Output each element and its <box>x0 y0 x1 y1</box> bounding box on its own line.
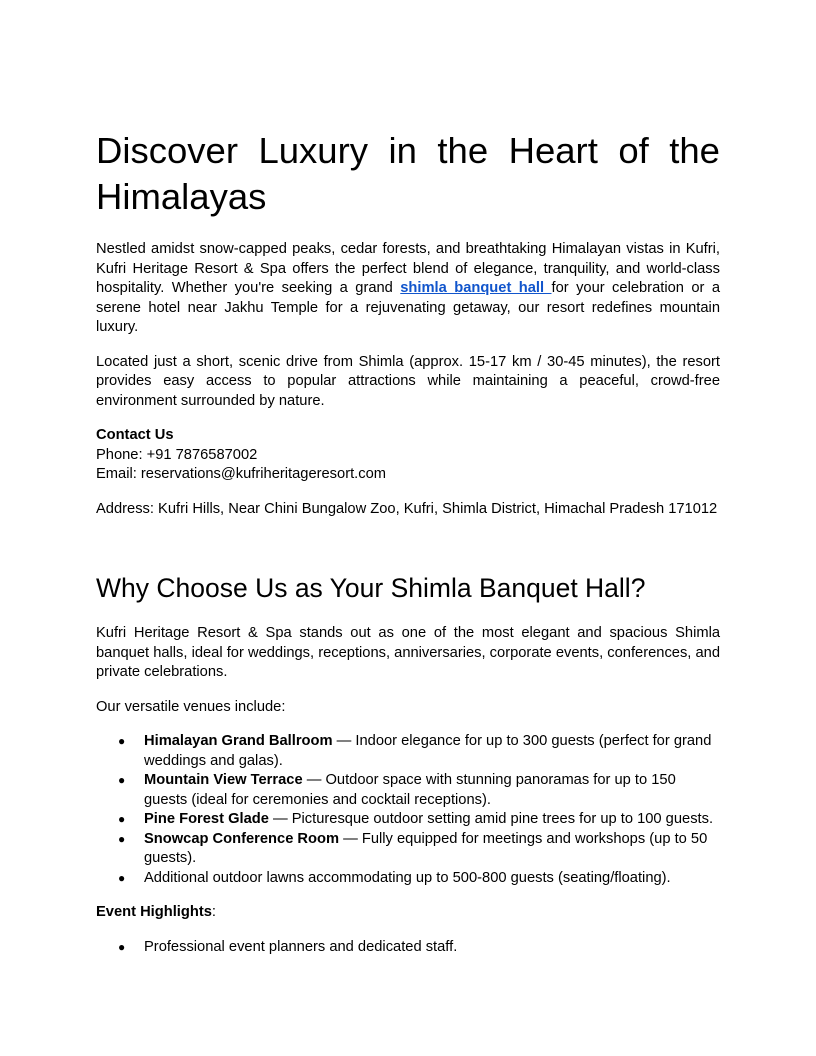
venues-intro: Our versatile venues include: <box>96 698 286 715</box>
location-paragraph: Located just a short, scenic drive from Shimla (approx. 15-17 km / 30-45 minutes), the resort provides easy access to popular attractions while maintaining a peaceful, crowd-free environment surrounded by nature. <box>96 353 720 409</box>
venue-name: Himalayan Grand Ballroom <box>144 733 333 749</box>
list-item <box>96 830 720 869</box>
list-item <box>96 938 720 958</box>
contact-section <box>96 426 720 485</box>
list-item <box>96 771 720 810</box>
list-item <box>96 869 720 889</box>
event-highlights-colon: : <box>211 904 216 920</box>
contact-phone: Phone: +91 7876587002 <box>96 446 258 463</box>
page-title <box>96 128 720 220</box>
bullet-icon: ● <box>118 870 126 885</box>
section-spacer <box>96 534 720 572</box>
venue-name: Snowcap Conference Room <box>144 830 340 847</box>
event-highlights-heading <box>96 903 720 923</box>
venue-description: — Picturesque outdoor setting amid pine trees for up to 100 guests. <box>268 811 714 827</box>
bullet-icon: ● <box>118 734 126 748</box>
venues-list <box>96 732 720 888</box>
venue-name: Mountain View Terrace <box>144 772 303 788</box>
intro-text-after-link: for your celebration or a serene hotel near Jakhu Temple for a rejuvenating getaway, our resort redefines mountain luxury. <box>96 280 720 335</box>
contact-address: Address: Kufri Hills, Near Chini Bungalow Zoo, Kufri, Shimla District, Himachal Pradesh 171012 <box>96 500 718 517</box>
intro-paragraph <box>96 240 720 338</box>
why-choose-intro: Kufri Heritage Resort & Spa stands out as one of the most elegant and spacious Shimla banquet halls, ideal for weddings, receptions, anniversaries, corporate events, conferences, and private celebrations. <box>96 625 720 680</box>
venue-description: — Outdoor space with stunning panoramas for up to 150 guests (ideal for ceremonies and cocktail receptions). <box>144 772 676 808</box>
list-item <box>96 732 720 771</box>
venue-description: — Indoor elegance for up to 300 guests (perfect for grand weddings and galas). <box>144 733 712 769</box>
venue-name: Pine Forest Glade <box>144 811 269 827</box>
highlights-list <box>96 938 720 958</box>
event-highlights-label: Event Highlights <box>96 904 212 920</box>
page-title-line-1: Discover Luxury in the Heart of the <box>96 130 720 171</box>
contact-email: Email: reservations@kufriheritageresort.com <box>96 466 386 482</box>
list-item <box>96 810 720 830</box>
bullet-icon: ● <box>118 831 126 846</box>
document-page <box>96 128 720 972</box>
contact-heading: Contact Us <box>96 427 174 443</box>
bullet-icon: ● <box>118 939 126 954</box>
why-choose-heading: Why Choose Us as Your Shimla Banquet Hall? <box>96 573 646 603</box>
venue-description: — Fully equipped for meetings and workshops (up to 50 guests). <box>144 830 708 866</box>
page-title-line-2: Himalayas <box>96 176 267 217</box>
highlight-text: Professional event planners and dedicated staff. <box>144 938 458 955</box>
shimla-banquet-hall-link[interactable]: shimla banquet hall <box>400 280 552 296</box>
bullet-icon: ● <box>118 773 126 787</box>
bullet-icon: ● <box>118 812 126 826</box>
venue-description: Additional outdoor lawns accommodating up to 500-800 guests (seating/floating). <box>144 869 671 886</box>
intro-text-before-link: Nestled amidst snow-capped peaks, cedar forests, and breathtaking Himalayan vistas in Kufri, Kufri Heritage Resort & Spa offers the perfect blend of elegance, tranquility, and world-class hospitality. Whether you're seeking a grand <box>96 241 720 296</box>
